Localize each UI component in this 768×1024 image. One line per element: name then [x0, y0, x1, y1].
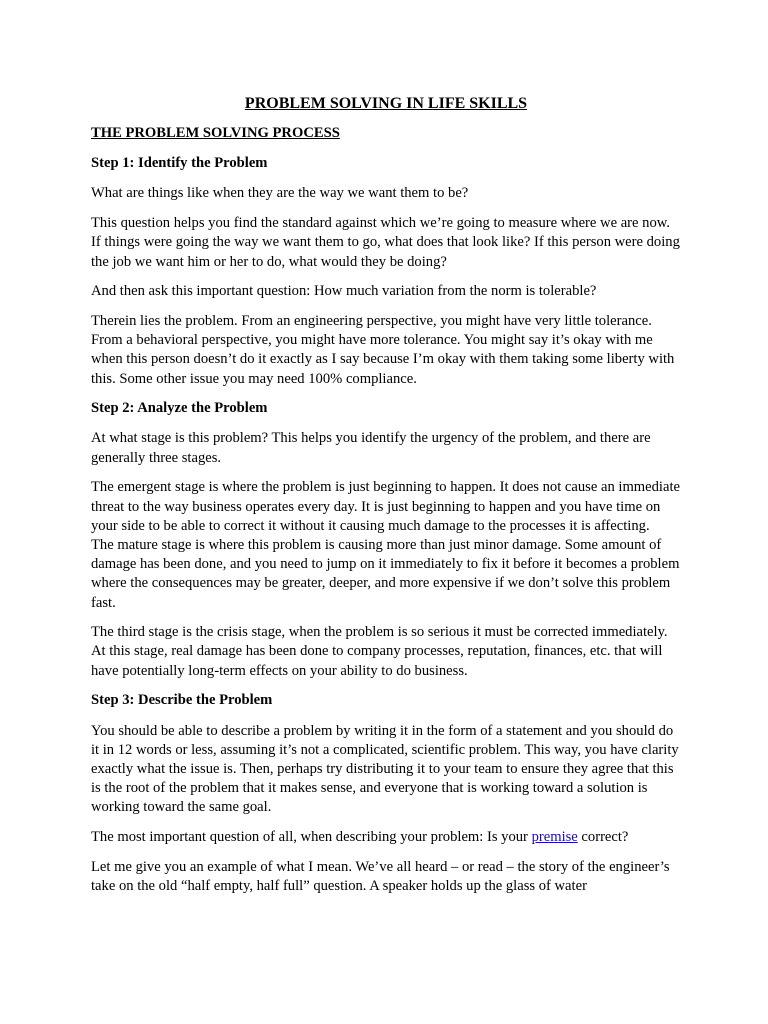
step-2-paragraph-3: The mature stage is where this problem is causing more than just minor damage. Some amount of damage has been done, and you need to jump on it immediately to fix it before it becomes a problem where the consequences may be greater, deeper, and more expensive if we don’t solve this problem fast.: [91, 536, 680, 611]
step-2-heading: Step 2: Analyze the Problem: [91, 400, 268, 417]
premise-link[interactable]: premise: [531, 829, 578, 846]
step-3-heading: Step 3: Describe the Problem: [91, 692, 273, 709]
section-heading: THE PROBLEM SOLVING PROCESS: [91, 125, 340, 141]
step-1-paragraph-1: What are things like when they are the way we want them to be?: [91, 185, 469, 202]
document-body: [91, 94, 681, 907]
step-3-paragraph-1: You should be able to describe a problem by writing it in the form of a statement and you should do it in 12 words or less, assuming it’s not a complicated, scientific problem. This way, you have clarity exactly what the issue is. Then, perhaps try distributing it to your team to ensure they agree that this is the root of the problem that it makes sense, and everyone that is working toward a solution is working toward the same goal.: [91, 722, 679, 816]
step-2-paragraph-1: At what stage is this problem? This helps you identify the urgency of the problem, and there are generally three stages.: [91, 430, 651, 466]
step-3-paragraph-3: Let me give you an example of what I mean. We’ve all heard – or read – the story of the engineer’s take on the old “half empty, half full” question. A speaker holds up the glass of water: [91, 858, 670, 894]
step-1-heading: Step 1: Identify the Problem: [91, 155, 268, 172]
document-title: PROBLEM SOLVING IN LIFE SKILLS: [244, 95, 528, 112]
step-3-paragraph-2: [91, 828, 681, 847]
step-3-paragraph-2-text-after: correct?: [577, 829, 629, 846]
step-2-paragraph-2: The emergent stage is where the problem is just beginning to happen. It does not cause an immediate threat to the way business operates every day. It is just beginning to happen and you have time on your side to be able to correct it without it causing much damage to the processes it is affecting.: [91, 479, 680, 534]
step-3-paragraph-2-text-before: The most important question of all, when describing your problem: Is your: [91, 829, 532, 846]
step-1-paragraph-3: And then ask this important question: How much variation from the norm is tolerable?: [91, 283, 597, 300]
step-1-paragraph-2: This question helps you find the standard against which we’re going to measure where we are now. If things were going the way we want them to go, what does that look like? If this person were doing the job we want him or her to do, what would they be doing?: [91, 215, 680, 270]
step-2-paragraph-4: The third stage is the crisis stage, when the problem is so serious it must be corrected immediately. At this stage, real damage has been done to company processes, reputation, finances, etc. that will have potentially long-term effects on your ability to do business.: [91, 624, 668, 679]
step-1-paragraph-4: Therein lies the problem. From an engineering perspective, you might have very little tolerance. From a behavioral perspective, you might have more tolerance. You might say it’s okay with me when this person doesn’t do it exactly as I say because I’m okay with them taking some liberty with this. Some other issue you may need 100% compliance.: [91, 312, 675, 387]
